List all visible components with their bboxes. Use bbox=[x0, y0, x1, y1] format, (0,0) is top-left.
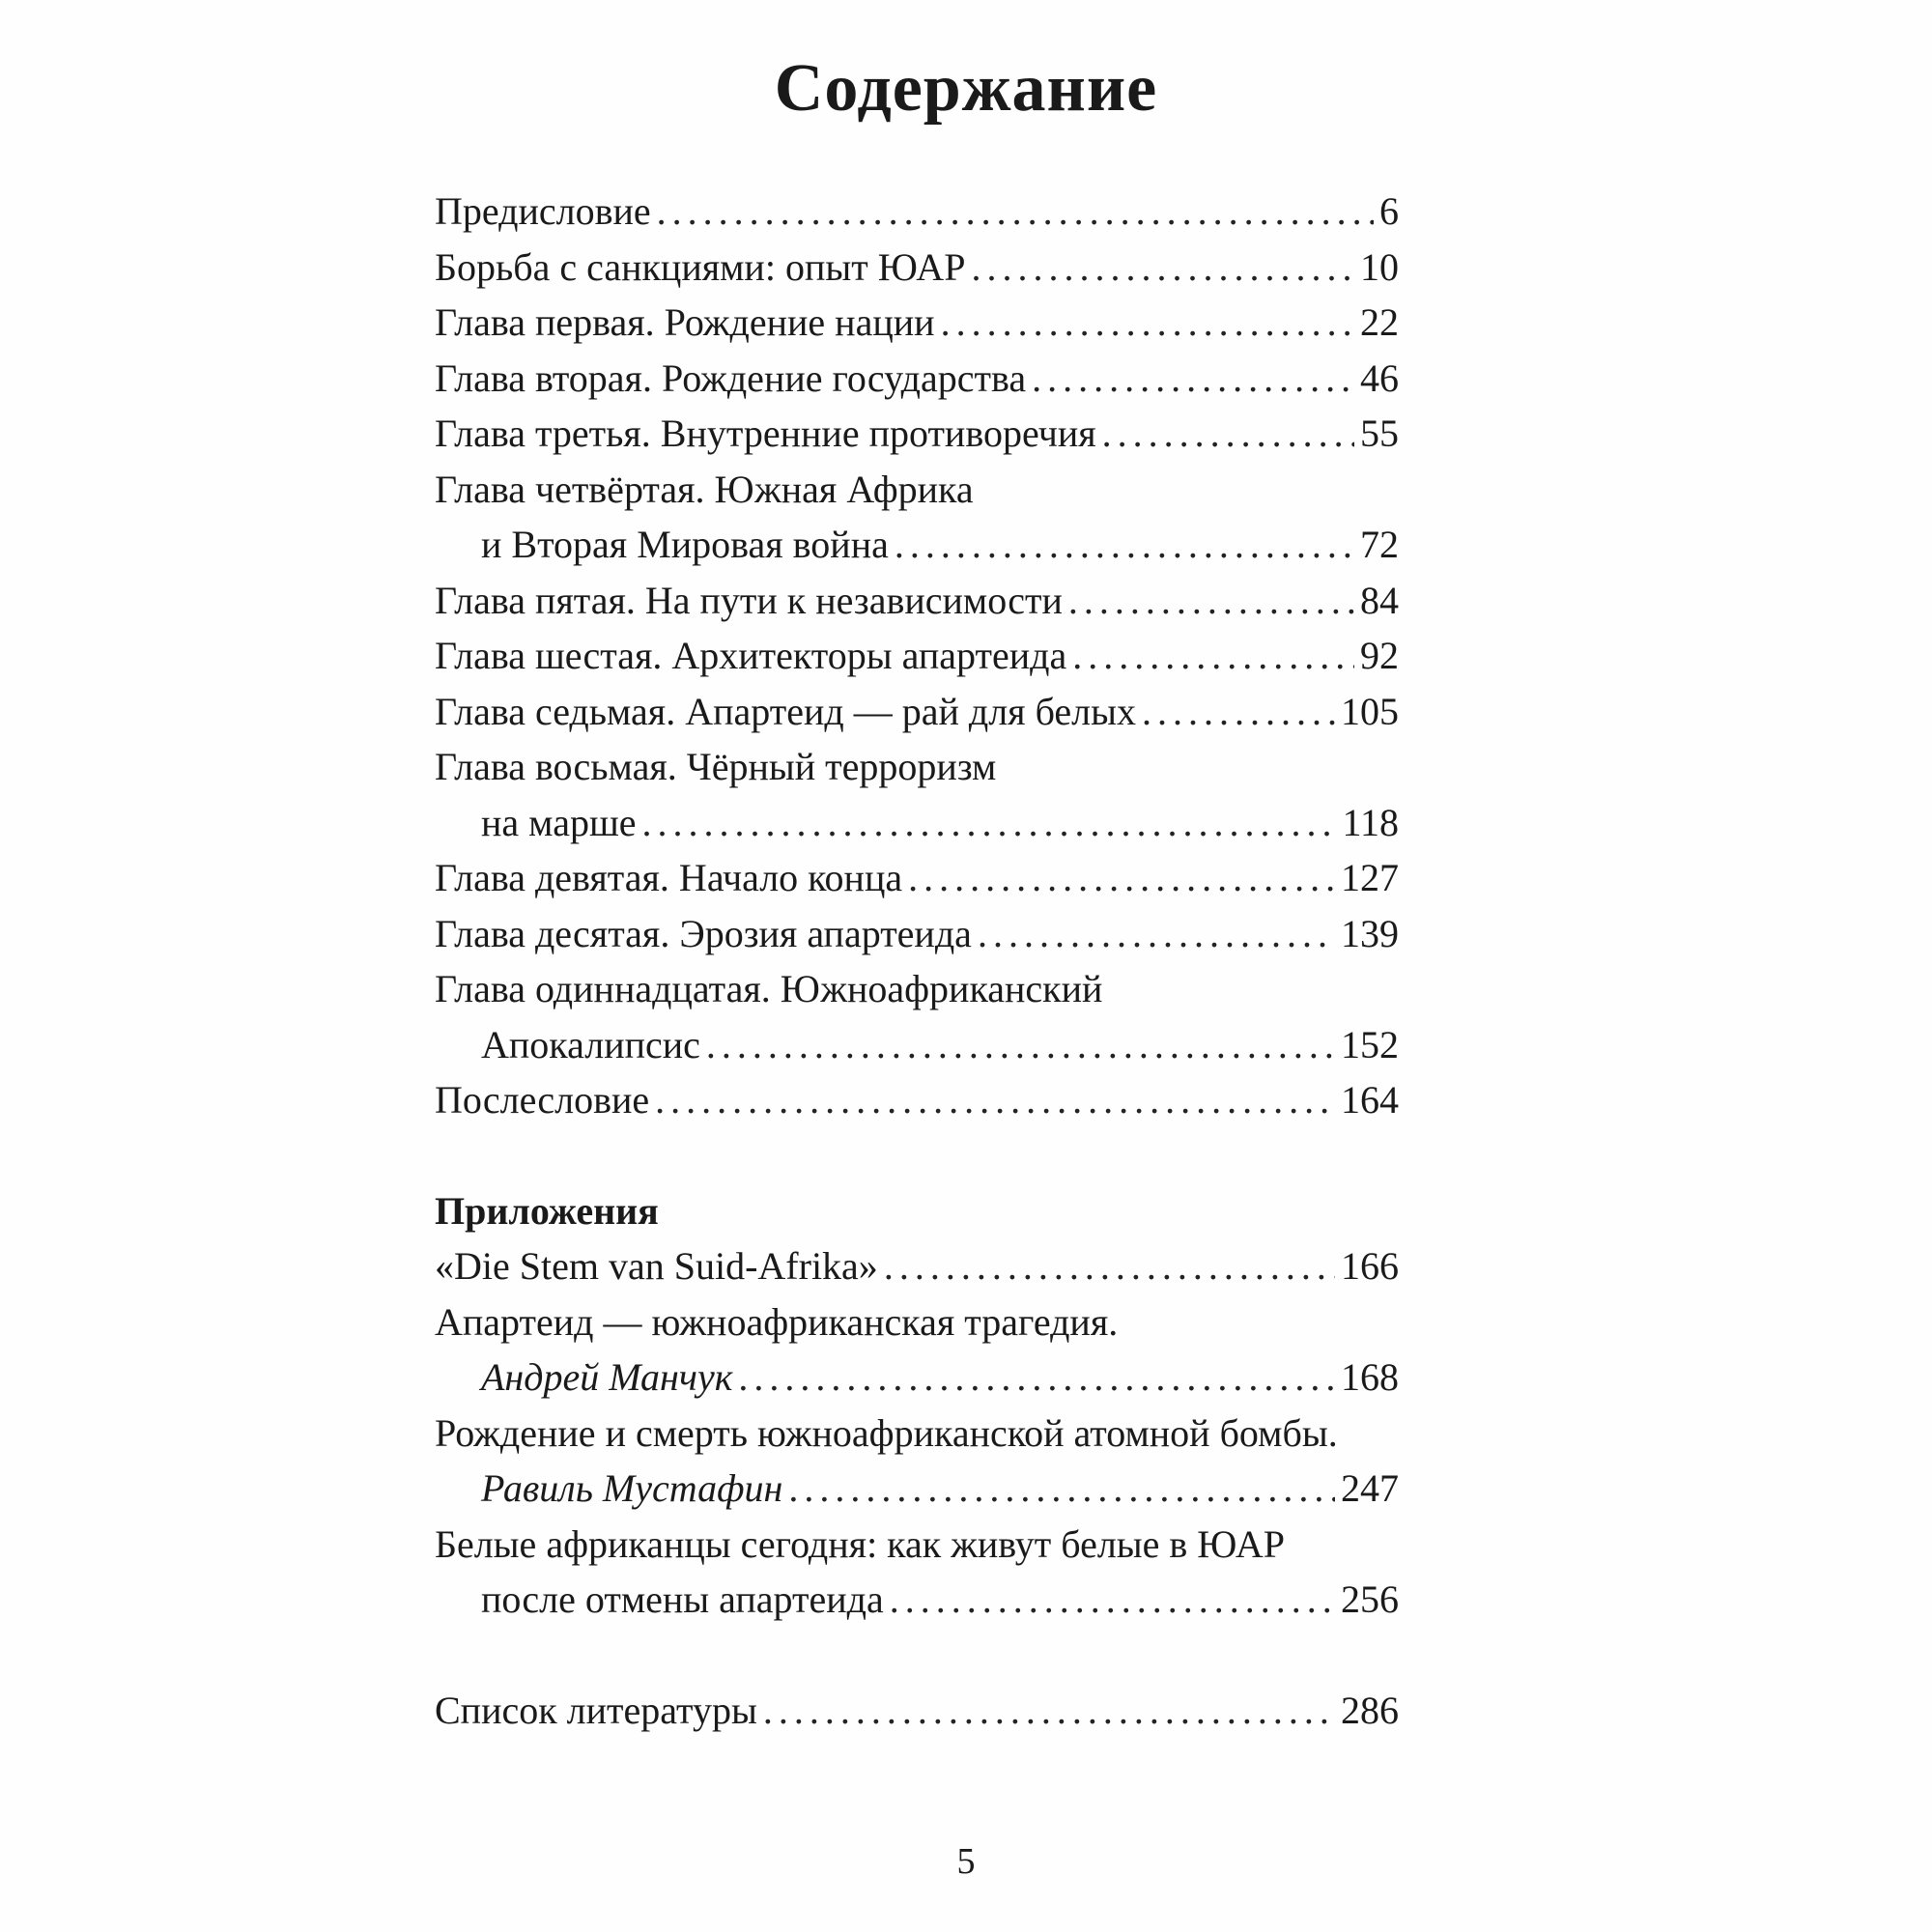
toc-entry-page: 55 bbox=[1360, 412, 1399, 455]
toc-entry-label: Глава первая. Рождение нации bbox=[435, 300, 935, 344]
toc-entry-label: Предисловие bbox=[435, 189, 651, 233]
toc-entry bbox=[435, 1350, 1399, 1406]
toc-entry-label-continued: на марше bbox=[481, 800, 637, 844]
leader-dots bbox=[1072, 628, 1354, 684]
toc-entry-label: «Die Stem van Suid-Afrika» bbox=[435, 1244, 878, 1288]
toc-entry-label: Глава шестая. Архитекторы апартеида bbox=[435, 634, 1067, 677]
leader-dots bbox=[763, 1683, 1335, 1739]
leader-dots bbox=[890, 1572, 1335, 1628]
page-title: Содержание bbox=[774, 51, 1158, 126]
toc-entry bbox=[435, 573, 1399, 629]
toc-entry-page: 256 bbox=[1341, 1577, 1399, 1621]
toc-entry bbox=[435, 1572, 1399, 1628]
toc-entry-page: 92 bbox=[1360, 634, 1399, 677]
leader-dots bbox=[657, 184, 1374, 240]
toc-entry-page: 22 bbox=[1360, 300, 1399, 344]
leader-dots bbox=[655, 1072, 1335, 1128]
toc-entry bbox=[435, 1017, 1399, 1073]
toc-entry-page: 118 bbox=[1342, 800, 1399, 844]
leader-dots bbox=[971, 240, 1354, 296]
toc-entry bbox=[435, 906, 1399, 962]
page-number: 5 bbox=[956, 1841, 976, 1882]
leader-dots bbox=[1068, 573, 1354, 629]
toc-entry-label: Глава четвёртая. Южная Африка bbox=[435, 467, 974, 511]
toc-entry-author: Андрей Манчук bbox=[481, 1355, 733, 1399]
leader-dots bbox=[978, 906, 1335, 962]
toc-entry-label-continued: Апокалипсис bbox=[481, 1022, 700, 1066]
toc-entry bbox=[435, 1461, 1399, 1517]
leader-dots bbox=[1102, 406, 1354, 462]
leader-dots bbox=[642, 795, 1337, 851]
toc-entry-label: Глава одиннадцатая. Южноафриканский bbox=[435, 967, 1103, 1010]
toc-entry-page: 166 bbox=[1341, 1244, 1399, 1288]
leader-dots bbox=[1032, 351, 1354, 407]
toc-entry bbox=[435, 1238, 1399, 1294]
toc-entry-author: Равиль Мустафин bbox=[481, 1466, 783, 1510]
toc-entry-label-continued: и Вторая Мировая война bbox=[481, 523, 889, 566]
toc-entry-page: 84 bbox=[1360, 578, 1399, 622]
toc-entry bbox=[435, 406, 1399, 462]
toc-entry-page: 139 bbox=[1341, 911, 1399, 955]
appendix-heading: Приложения bbox=[435, 1188, 659, 1233]
leader-dots bbox=[895, 517, 1354, 573]
toc-entry-label: Глава восьмая. Чёрный терроризм bbox=[435, 745, 997, 788]
leader-dots bbox=[788, 1461, 1335, 1517]
toc-entry-label: Глава десятая. Эрозия апартеида bbox=[435, 911, 972, 955]
toc-entry-page: 46 bbox=[1360, 355, 1399, 400]
leader-dots bbox=[1142, 684, 1335, 740]
toc-entry-page: 105 bbox=[1341, 689, 1399, 733]
toc-entry-label: Глава третья. Внутренние противоречия bbox=[435, 412, 1096, 455]
toc-entry bbox=[435, 240, 1399, 296]
toc-entry bbox=[435, 295, 1399, 351]
toc-entry-label: Глава вторая. Рождение государства bbox=[435, 355, 1027, 400]
toc-entry-page: 247 bbox=[1341, 1466, 1399, 1510]
toc-entry bbox=[435, 850, 1399, 906]
toc-entry bbox=[435, 684, 1399, 740]
toc-entry-page: 72 bbox=[1360, 523, 1399, 566]
toc-entry-label: Список литературы bbox=[435, 1688, 757, 1732]
toc-entry-page: 168 bbox=[1341, 1355, 1399, 1399]
toc-entry bbox=[435, 351, 1399, 407]
toc-entry bbox=[435, 517, 1399, 573]
toc-entry-label: Рождение и смерть южноафриканской атомной бомбы. bbox=[435, 1410, 1338, 1455]
toc-entry-label: Глава седьмая. Апартеид — рай для белых bbox=[435, 689, 1136, 733]
toc-entry bbox=[435, 795, 1399, 851]
toc-entry bbox=[435, 1683, 1399, 1739]
leader-dots bbox=[738, 1350, 1335, 1406]
leader-dots bbox=[884, 1238, 1335, 1294]
leader-dots bbox=[706, 1017, 1335, 1073]
toc-entry-page: 127 bbox=[1341, 856, 1399, 899]
toc-entry bbox=[435, 184, 1399, 240]
leader-dots bbox=[908, 850, 1335, 906]
toc-entry-label: Белые африканцы сегодня: как живут белые в ЮАР bbox=[435, 1521, 1286, 1566]
toc-entry-page: 164 bbox=[1341, 1078, 1399, 1122]
toc-entry-page: 6 bbox=[1379, 189, 1399, 233]
toc-entry bbox=[435, 628, 1399, 684]
toc-entry-label: Послесловие bbox=[435, 1078, 650, 1122]
toc-entry-page: 286 bbox=[1341, 1688, 1399, 1732]
toc-entry bbox=[435, 1072, 1399, 1128]
table-of-contents bbox=[435, 184, 1399, 1738]
leader-dots bbox=[941, 295, 1354, 351]
toc-entry-page: 10 bbox=[1360, 244, 1399, 289]
toc-entry-label-continued: после отмены апартеида bbox=[481, 1577, 884, 1621]
toc-entry-page: 152 bbox=[1341, 1022, 1399, 1066]
toc-entry-label: Борьба с санкциями: опыт ЮАР bbox=[435, 244, 966, 289]
spacer bbox=[435, 1628, 1399, 1683]
toc-entry-label: Апартеид — южноафриканская трагедия. bbox=[435, 1299, 1119, 1344]
toc-entry-label: Глава девятая. Начало конца bbox=[435, 856, 903, 899]
toc-entry-label: Глава пятая. На пути к независимости bbox=[435, 578, 1063, 622]
